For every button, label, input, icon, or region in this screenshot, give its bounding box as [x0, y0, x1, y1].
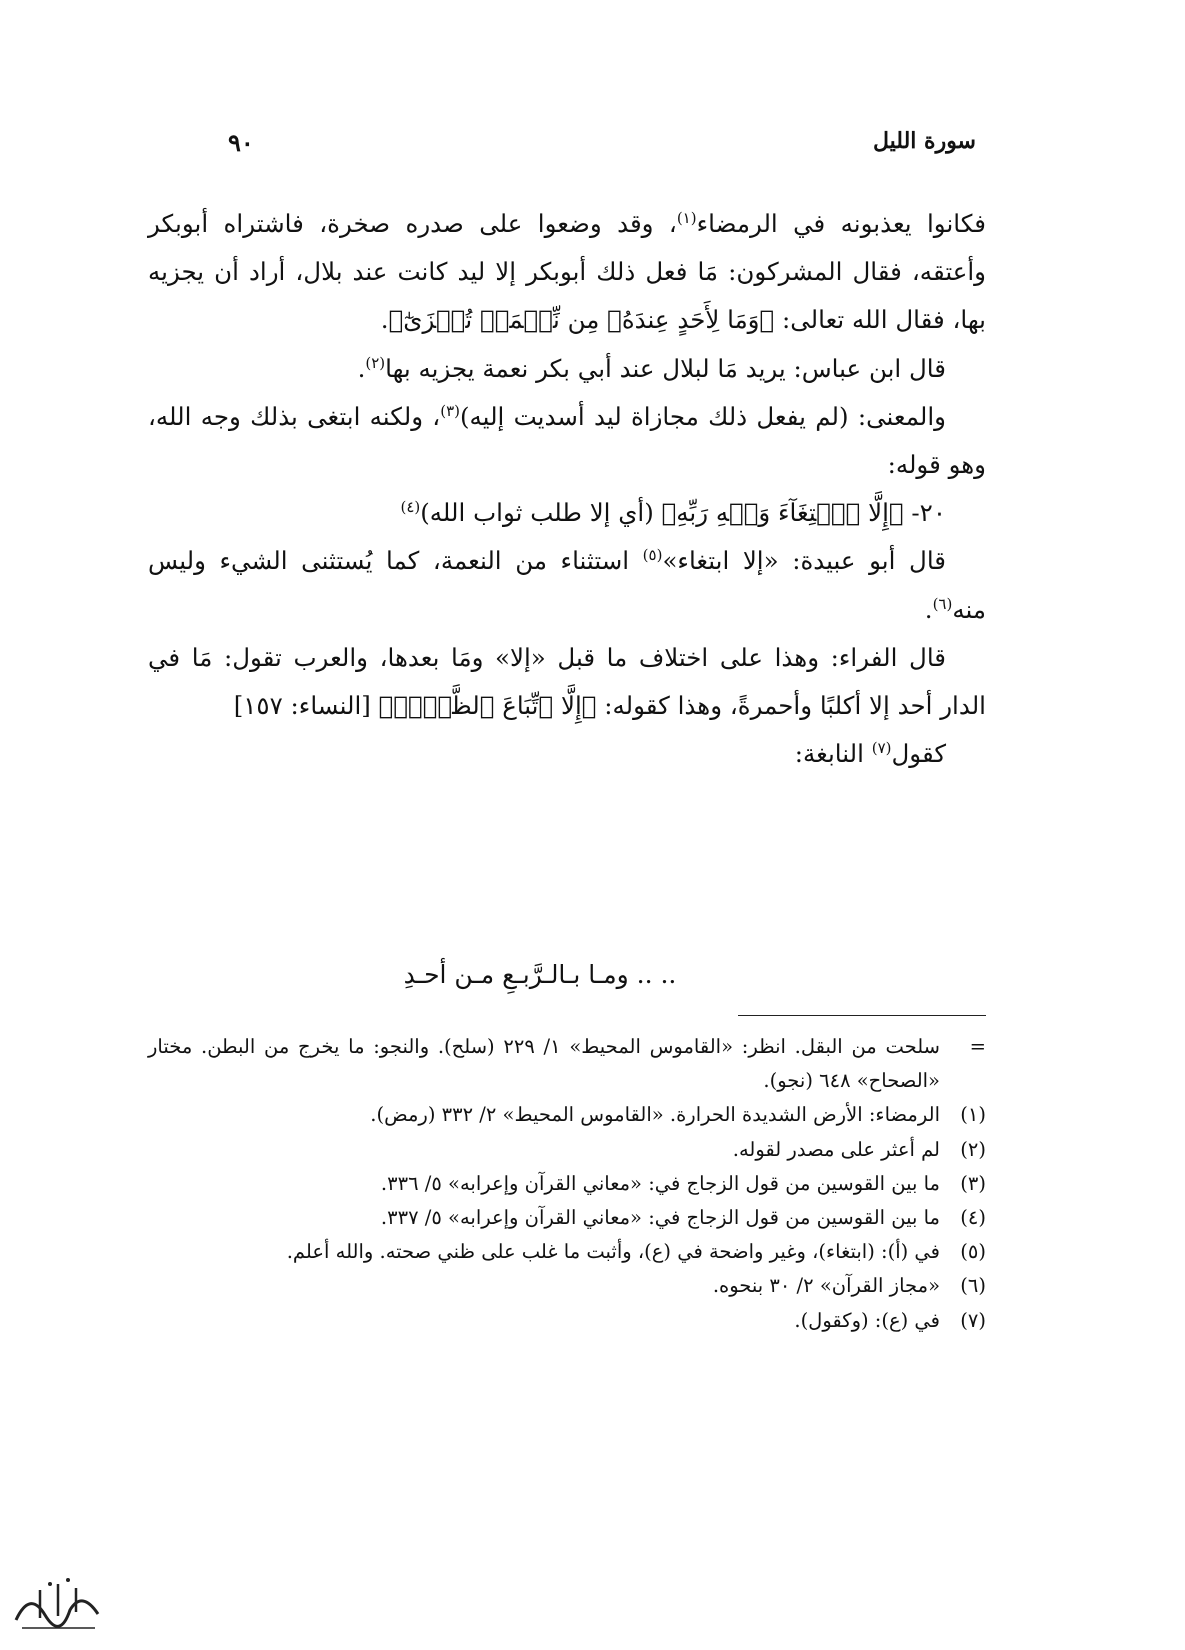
footnotes [148, 1030, 986, 1338]
running-title: سورة الليل [872, 128, 976, 154]
paragraph-5 [148, 537, 986, 633]
footnote-number: (٦) [960, 1274, 986, 1298]
footnote-ref-4: (٤) [400, 498, 421, 517]
publisher-logo-icon [10, 1570, 105, 1640]
page-number: ٩٠ [228, 128, 254, 157]
footnote-separator [738, 1015, 986, 1016]
text-run: النابغة: [794, 739, 872, 769]
footnote-ref-3: (٣) [440, 401, 460, 420]
text-run: قال ابن عباس: يريد مَا لبلال عند أبي بكر نعمة يجزيه بها [385, 353, 946, 383]
footnote-ref-7: (٧) [871, 739, 892, 758]
footnote-number: (٤) [960, 1206, 986, 1230]
text-run: . [357, 353, 366, 383]
footnote-item [148, 1098, 986, 1132]
footnote-item [148, 1167, 986, 1201]
text-run: ٢٠- ﴿إِلَّا ٱبۡتِغَآءَ وَجۡهِ رَبِّهِ﴾ (أي إلا طلب ثواب الله) [420, 498, 946, 528]
paragraph-4 [148, 489, 986, 537]
footnote-number: (٧) [960, 1308, 986, 1332]
text-run: . [924, 594, 933, 624]
footnote-ref-1: (١) [676, 208, 697, 227]
footnote-text: ما بين القوسين من قول الزجاج في: «معاني القرآن وإعرابه» ٥/ ٣٣٦. [380, 1171, 940, 1195]
footnote-ref-6: (٦) [932, 594, 953, 613]
footnote-text: سلحت من البقل. انظر: «القاموس المحيط» ١/ ٢٢٩ (سلح). والنجو: ما يخرج من البطن. مختار «الصحاح» ٦٤٨ (نجو). [148, 1035, 941, 1093]
footnote-text: في (ع): (وكقول). [794, 1308, 940, 1332]
text-run: كقول [891, 739, 946, 769]
footnote-text: الرمضاء: الأرض الشديدة الحرارة. «القاموس المحيط» ٢/ ٣٣٢ (رمض). [370, 1103, 940, 1127]
poetry-verse: .. .. ومـا بـالـرَّبـعِ مـن أحـدِ [403, 960, 677, 989]
text-run: فكانوا يعذبونه في الرمضاء [696, 209, 986, 238]
footnote-text: «مجاز القرآن» ٢/ ٣٠ بنحوه. [712, 1274, 940, 1298]
footnote-item [148, 1269, 986, 1303]
footnote-number: = [969, 1035, 986, 1058]
paragraph-6: قال الفراء: وهذا على اختلاف ما قبل «إلا» ومَا بعدها، والعرب تقول: مَا في الدار أحد إلا أكلبًا وأحمرةً، وهذا كقوله: ﴿إِلَّا ٱتِّبَاعَ ٱلظَّنِّۚ﴾ [النساء: ١٥٧] [148, 642, 986, 721]
footnote-item [148, 1133, 986, 1167]
page-header [228, 128, 976, 164]
footnote-text: لم أعثر على مصدر لقوله. [732, 1137, 940, 1161]
main-text [148, 200, 986, 778]
footnote-number: (٣) [960, 1171, 986, 1195]
text-run: استثناء من النعمة، كما يُستثنى الشيء وليس منه [148, 546, 986, 624]
footnote-text: ما بين القوسين من قول الزجاج في: «معاني القرآن وإعرابه» ٥/ ٣٣٧. [380, 1206, 940, 1230]
footnote-number: (١) [960, 1103, 986, 1127]
footnote-item [148, 1235, 986, 1269]
text-run: ، ولكنه ابتغى بذلك وجه الله، وهو قوله: [148, 401, 986, 480]
footnote-item [148, 1030, 986, 1098]
text-run: قال أبو عبيدة: «إلا ابتغاء» [662, 546, 946, 576]
footnote-ref-5: (٥) [642, 546, 663, 565]
footnote-ref-2: (٢) [365, 353, 386, 372]
footnote-text: في (أ): (ابتغاء)، وغير واضحة في (ع)، وأثبت ما غلب على ظني صحته. والله أعلم. [286, 1240, 940, 1264]
paragraph-3 [148, 393, 986, 489]
paragraph-2 [148, 345, 986, 393]
paragraph-1 [148, 200, 986, 345]
footnote-number: (٥) [960, 1240, 986, 1264]
paragraph-7 [148, 730, 986, 778]
footnote-item [148, 1304, 986, 1338]
text-run: والمعنى: (لم يفعل ذلك مجازاة ليد أسديت إليه) [459, 401, 946, 431]
footnote-number: (٢) [960, 1137, 986, 1161]
text-run: ، وقد وضعوا على صدره صخرة، فاشتراه أبوبكر وأعتقه، فقال المشركون: مَا فعل ذلك أبوبكر إلا ليد كانت عند بلال، أراد أن يجزيه بها، فقال الله تعالى: ﴿وَمَا لِأَحَدٍ عِندَهُۥ مِن نِّعۡمَةٖ تُجۡزَىٰٓ﴾. [148, 209, 986, 335]
footnote-item [148, 1201, 986, 1235]
